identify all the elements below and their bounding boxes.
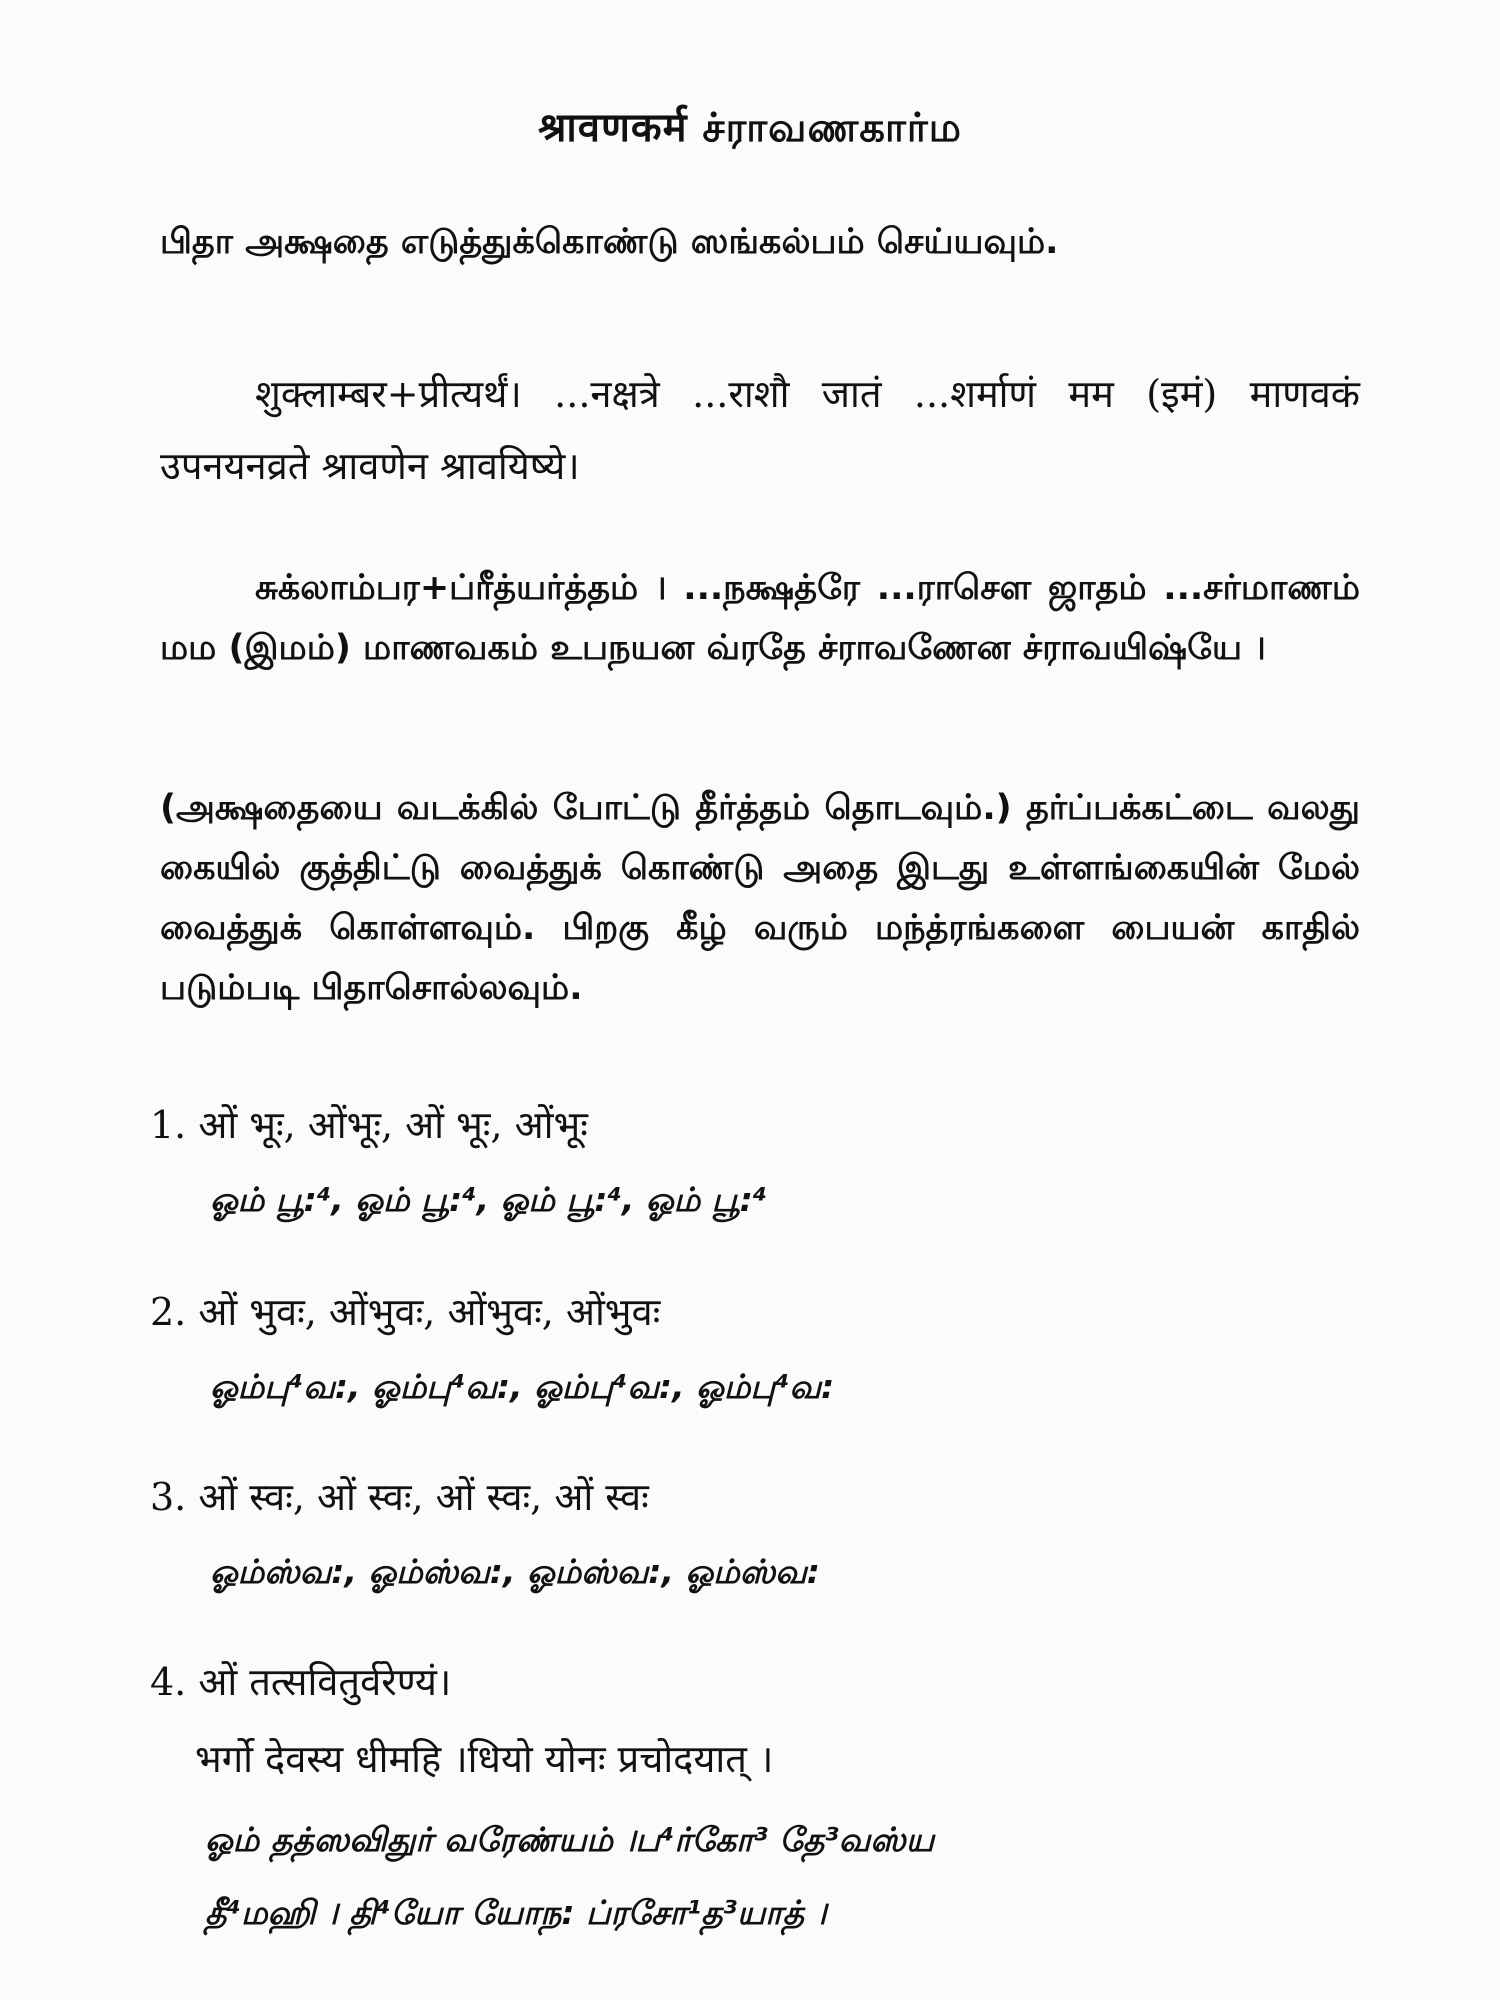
mantra-4-sanskrit: 4. ओं तत्सवितुर्वरेण्यं।: [150, 1660, 452, 1704]
mantra-1-tamil: ஓம் பூ:⁴, ஓம் பூ:⁴, ஓம் பூ:⁴, ஓம் பூ:⁴: [210, 1180, 768, 1219]
mantra-1-sanskrit: 1. ओं भूः, ओंभूः, ओं भूः, ओंभूः: [150, 1103, 588, 1147]
intro-paragraph: பிதா அக்ஷதை எடுத்துக்கொண்டு ஸங்கல்பம் செய்யவும்.: [160, 222, 1059, 262]
page-title: श्रावणकर्म ச்ராவணகார்ம: [538, 105, 962, 151]
mantra-2-tamil: ஓம்பு⁴வ:, ஓம்பு⁴வ:, ஓம்பு⁴வ:, ஓம்பு⁴வ:: [210, 1367, 835, 1406]
mantra-3-sanskrit: 3. ओं स्वः, ओं स्वः, ओं स्वः, ओं स्वः: [150, 1475, 649, 1519]
mantra-4-sanskrit-line-2: भर्गो देवस्य धीमहि ।धियो योनः प्रचोदयात् ।: [195, 1737, 774, 1781]
mantra-2-sanskrit: 2. ओं भुवः, ओंभुवः, ओंभुवः, ओंभुवः: [150, 1290, 661, 1334]
mantra-3-tamil: ஓம்ஸ்வ:, ஓம்ஸ்வ:, ஓம்ஸ்வ:, ஓம்ஸ்வ:: [210, 1552, 820, 1591]
mantra-4-tamil: ஓம் தத்ஸவிதுர் வரேண்யம் ।ப⁴ர்கோ³ தே³வஸ்ய: [205, 1820, 935, 1859]
sankalpa-sanskrit: शुक्लाम्बर+प्रीत्यर्थं। ...नक्षत्रे ...राशौ जातं ...शर्माणं मम (इमं) माणवकं उपनयनव्रते श्रावणेन श्रावयिष्ये।: [160, 372, 1360, 488]
instruction-paragraph: (அக்ஷதையை வடக்கில் போட்டு தீர்த்தம் தொடவும்.) தர்ப்பக்கட்டை வலது கையில் குத்திட்டு வைத்துக் கொண்டு அதை இடது உள்ளங்கையின் மேல் வைத்துக் கொள்ளவும். பிறகு கீழ் வரும் மந்த்ரங்களை பையன் காதில் படும்படி பிதாசொல்லவும்.: [160, 788, 1360, 1008]
sankalpa-tamil: சுக்லாம்பர+ப்ரீத்யர்த்தம் । ...நக்ஷத்ரே ...ராசௌ ஜாதம் ...சர்மாணம் மம (இமம்) மாணவகம் உபநயன வ்ரதே ச்ராவணேன ச்ராவயிஷ்யே ।: [160, 568, 1360, 668]
mantra-4-tamil-line-2: தீ⁴மஹி । தி⁴யோ யோந: ப்ரசோ¹த³யாத் ।: [205, 1893, 827, 1932]
